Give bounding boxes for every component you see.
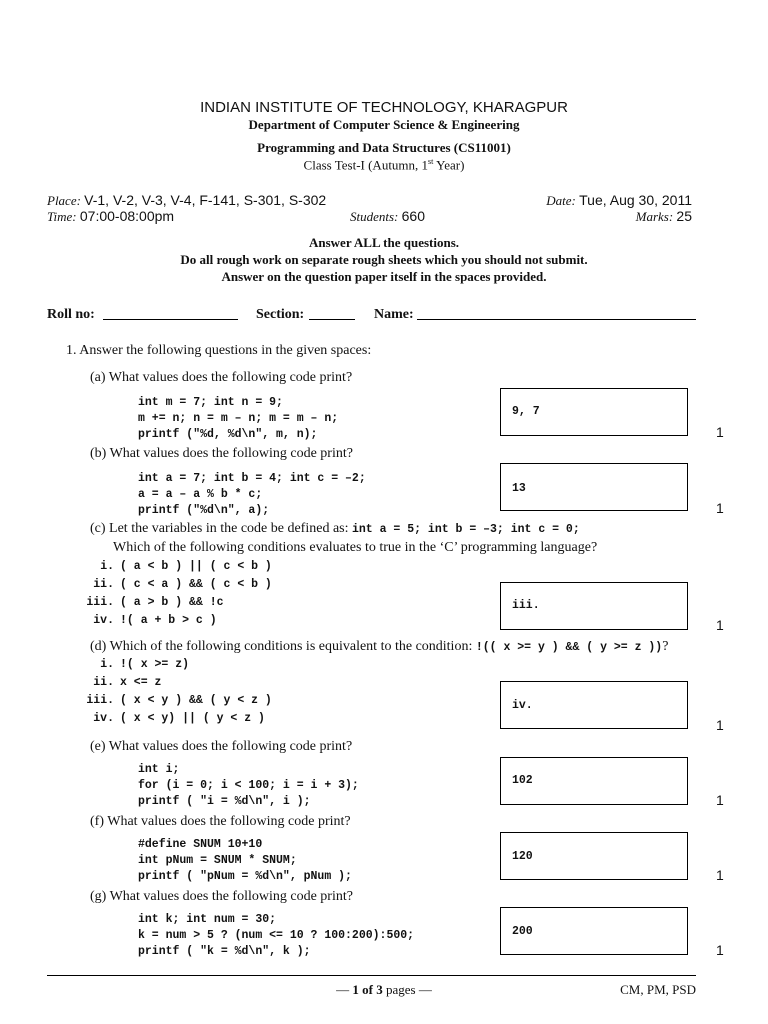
code-line: #define SNUM 10+10	[138, 838, 263, 851]
marks-info: Marks: 25	[635, 208, 692, 224]
question-a: (a) What values does the following code print?	[90, 370, 353, 385]
name-label: Name:	[374, 307, 414, 322]
code-line: printf ("%d, %d\n", m, n);	[138, 428, 318, 441]
option-d-3: iii. ( x < y ) && ( y < z )	[86, 694, 272, 707]
mark-g: 1	[716, 942, 724, 958]
question-d: (d) Which of the following conditions is equivalent to the condition: !(( x >= y ) && ( y >= z ))?	[90, 639, 669, 654]
question-1: 1. Answer the following questions in the given spaces:	[66, 343, 372, 358]
code-line: int pNum = SNUM * SNUM;	[138, 854, 297, 867]
option-d-4: iv. ( x < y) || ( y < z )	[93, 712, 265, 725]
mark-b: 1	[716, 500, 724, 516]
time-info: Time: 07:00-08:00pm	[47, 208, 175, 224]
roll-input-line[interactable]	[103, 304, 238, 320]
students-info: Students: 660	[350, 208, 425, 224]
section-input-line[interactable]	[309, 304, 355, 320]
answer-box-b[interactable]	[500, 463, 688, 511]
option-c-1: i. ( a < b ) || ( c < b )	[100, 560, 272, 573]
answer-a: 9, 7	[512, 405, 540, 418]
section-label: Section:	[256, 307, 305, 322]
question-c: (c) Let the variables in the code be defined as: int a = 5; int b = –3; int c = 0;	[90, 521, 580, 536]
mark-d: 1	[716, 717, 724, 733]
mark-f: 1	[716, 867, 724, 883]
footer-rule	[47, 975, 696, 976]
institute-name: INDIAN INSTITUTE OF TECHNOLOGY, KHARAGPUR	[200, 99, 568, 116]
department-name: Department of Computer Science & Engineering	[248, 117, 520, 132]
page-number: — 1 of 3 pages —	[336, 982, 432, 997]
instruction-3: Answer on the question paper itself in the spaces provided.	[221, 269, 547, 284]
code-line: int m = 7; int n = 9;	[138, 396, 283, 409]
option-c-2: ii. ( c < a ) && ( c < b )	[93, 578, 272, 591]
mark-c: 1	[716, 617, 724, 633]
mark-a: 1	[716, 424, 724, 440]
code-line: k = num > 5 ? (num <= 10 ? 100:200):500;	[138, 929, 415, 942]
question-f: (f) What values does the following code print?	[90, 814, 351, 829]
course-title: Programming and Data Structures (CS11001)	[257, 140, 511, 155]
code-line: printf ( "i = %d\n", i );	[138, 795, 311, 808]
code-line: int i;	[138, 763, 180, 776]
instruction-1: Answer ALL the questions.	[308, 235, 459, 250]
roll-label: Roll no:	[47, 307, 95, 322]
instruction-2: Do all rough work on separate rough sheets which you should not submit.	[180, 252, 588, 267]
option-c-4: iv. !( a + b > c )	[93, 614, 217, 627]
code-line: int a = 7; int b = 4; int c = –2;	[138, 472, 366, 485]
code-line: for (i = 0; i < 100; i = i + 3);	[138, 779, 359, 792]
question-c-line2: Which of the following conditions evaluates to true in the ‘C’ programming language?	[113, 540, 598, 555]
code-line: m += n; n = m – n; m = m – n;	[138, 412, 339, 425]
answer-e: 102	[512, 774, 533, 787]
answer-d: iv.	[512, 699, 533, 712]
test-title: Class Test-I (Autumn, 1st Year)	[303, 157, 465, 173]
code-line: a = a – a % b * c;	[138, 488, 263, 501]
code-line: printf ("%d\n", a);	[138, 504, 270, 517]
answer-c: iii.	[512, 599, 540, 612]
answer-g: 200	[512, 925, 533, 938]
answer-b: 13	[512, 482, 526, 495]
question-g: (g) What values does the following code print?	[90, 889, 353, 904]
date-info: Date: Tue, Aug 30, 2011	[546, 192, 692, 208]
option-d-2: ii. x <= z	[93, 676, 162, 689]
code-line: int k; int num = 30;	[138, 913, 277, 926]
code-line: printf ( "pNum = %d\n", pNum );	[138, 870, 352, 883]
question-e: (e) What values does the following code print?	[90, 739, 353, 754]
code-line: printf ( "k = %d\n", k );	[138, 945, 311, 958]
option-d-1: i. !( x >= z)	[100, 658, 190, 671]
mark-e: 1	[716, 792, 724, 808]
name-input-line[interactable]	[417, 304, 696, 320]
footer-initials: CM, PM, PSD	[620, 982, 696, 997]
option-c-3: iii. ( a > b ) && !c	[86, 596, 224, 609]
place-info: Place: V-1, V-2, V-3, V-4, F-141, S-301, S-302	[47, 192, 327, 208]
question-b: (b) What values does the following code print?	[90, 446, 353, 461]
answer-f: 120	[512, 850, 533, 863]
